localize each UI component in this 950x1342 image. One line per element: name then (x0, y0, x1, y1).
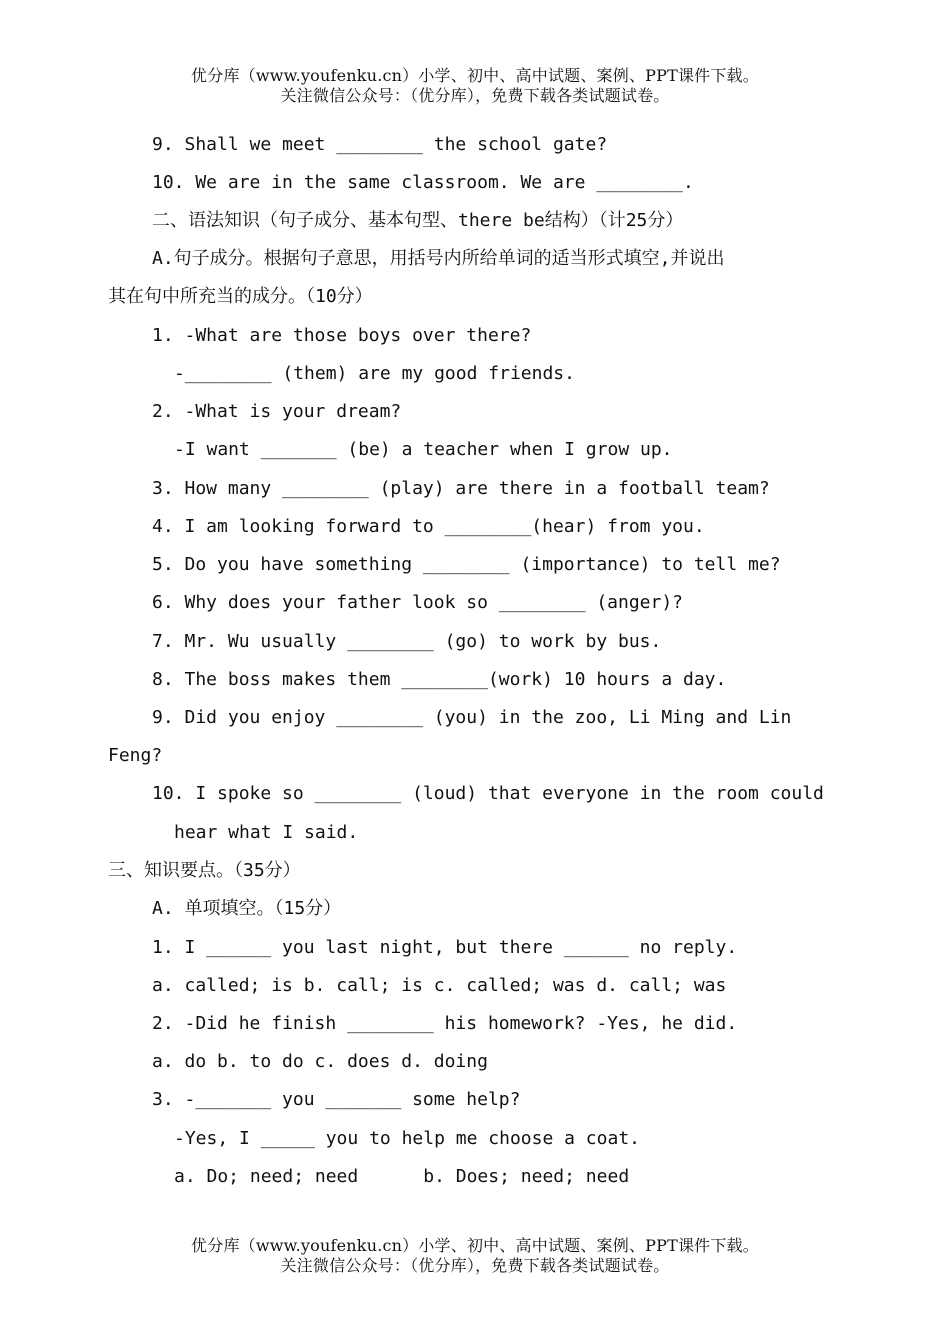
footer-line-2: 关注微信公众号：（优分库），免费下载各类试题试卷。 (280, 1256, 670, 1275)
section-heading: 三、知识要点。（35分） (108, 860, 301, 881)
question-line-continued: Feng? (108, 745, 163, 766)
question-line: 3. How many ________ (play) are there in a football team? (152, 478, 770, 499)
header-line-2: 关注微信公众号：（优分库），免费下载各类试题试卷。 (280, 86, 670, 105)
question-line: 1. -What are those boys over there? (152, 325, 532, 346)
question-line: 10. I spoke so ________ (loud) that everyone in the room could (152, 783, 824, 804)
question-line: 8. The boss makes them ________(work) 10 hours a day. (152, 669, 727, 690)
footer-line-1: 优分库（www.youfenku.cn）小学、初中、高中试题、案例、PPT课件下载。 (191, 1236, 759, 1255)
section-heading: 二、语法知识（句子成分、基本句型、there be结构）（计25分） (152, 210, 684, 231)
question-line: 6. Why does your father look so ________ (anger)? (152, 592, 684, 613)
question-line: 1. I ______ you last night, but there ______ no reply. (152, 937, 738, 958)
question-line: 5. Do you have something ________ (importance) to tell me? (152, 554, 781, 575)
instruction-line: 其在句中所充当的成分。（10分） (108, 286, 373, 307)
subsection-heading: A. 单项填空。（15分） (152, 898, 342, 919)
question-line-continued: hear what I said. (174, 822, 359, 843)
options-line: a. Do; need; need b. Does; need; need (174, 1166, 630, 1187)
options-line: a. called; is b. call; is c. called; was d. call; was (152, 975, 727, 996)
question-line: 7. Mr. Wu usually ________ (go) to work by bus. (152, 631, 662, 652)
question-line: 10. We are in the same classroom. We are ________. (152, 172, 694, 193)
page-footer (0, 1236, 950, 1276)
header-line-1: 优分库（www.youfenku.cn）小学、初中、高中试题、案例、PPT课件下载。 (191, 66, 759, 85)
question-line: 2. -Did he finish ________ his homework? -Yes, he did. (152, 1013, 738, 1034)
question-line: 2. -What is your dream? (152, 401, 402, 422)
answer-line: -________ (them) are my good friends. (174, 363, 575, 384)
question-line: 3. -_______ you _______ some help? (152, 1089, 521, 1110)
question-line: 9. Did you enjoy ________ (you) in the zoo, Li Ming and Lin (152, 707, 792, 728)
answer-line: -I want _______ (be) a teacher when I grow up. (174, 439, 673, 460)
question-line: 9. Shall we meet ________ the school gate? (152, 134, 608, 155)
answer-line: -Yes, I _____ you to help me choose a coat. (174, 1128, 640, 1149)
options-line: a. do b. to do c. does d. doing (152, 1051, 488, 1072)
question-line: 4. I am looking forward to ________(hear) from you. (152, 516, 705, 537)
page-header (0, 66, 950, 106)
instruction-line: A.句子成分。根据句子意思，用括号内所给单词的适当形式填空,并说出 (152, 248, 725, 269)
